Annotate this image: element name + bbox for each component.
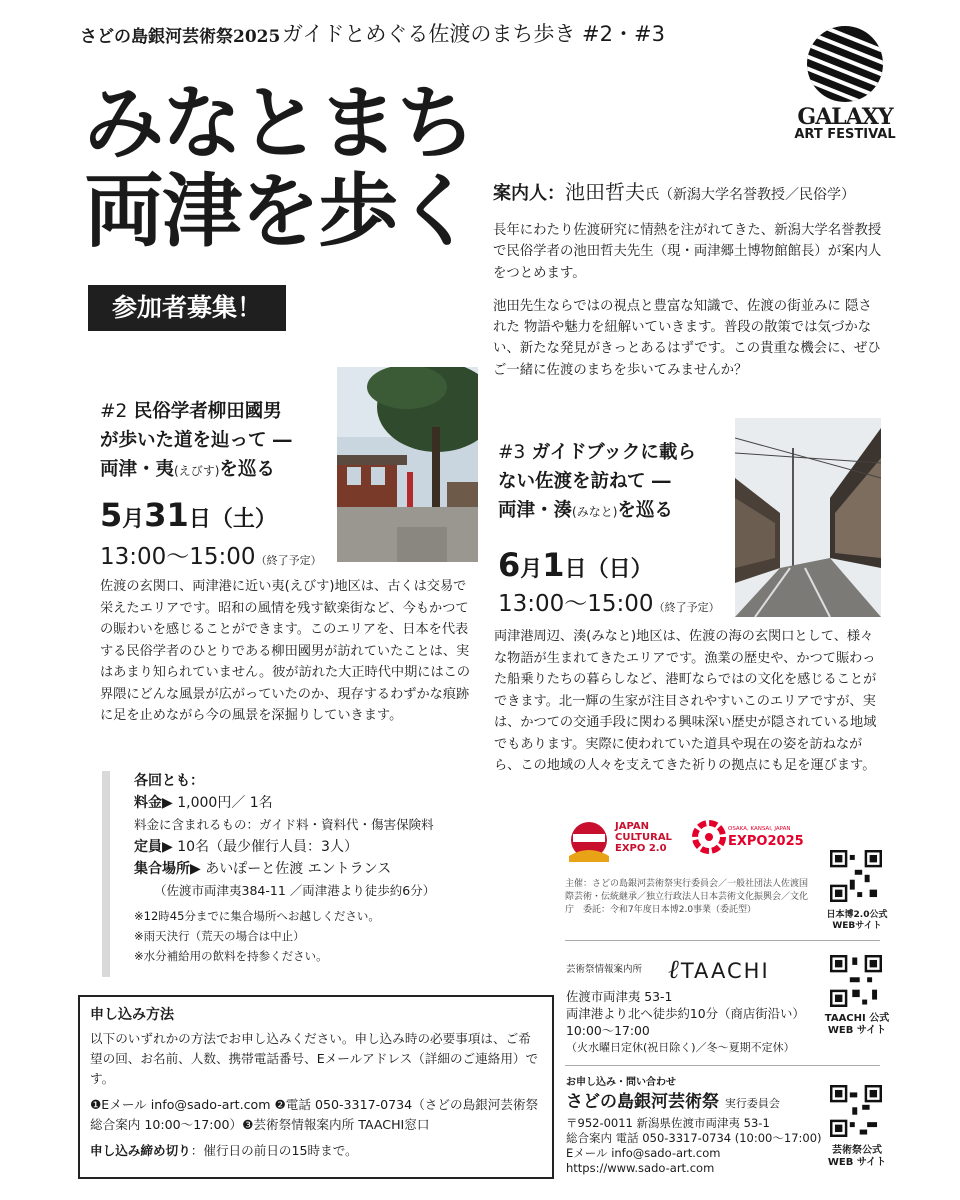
deadline-value: ：催行日の前日の15時まで。 (190, 1143, 358, 1158)
event2-time-note: （終了予定） (255, 554, 322, 567)
qr-festival-label: 芸術祭公式 WEB サイト (827, 1145, 887, 1168)
event3-time-note: （終了予定） (653, 601, 720, 614)
event3-num: #3 (498, 442, 526, 463)
common-info (134, 770, 514, 966)
fee-value: 1,000円／ 1名 (177, 795, 273, 811)
qr-code-icon (830, 850, 882, 902)
guide-intro-p2: 池田先生ならではの視点と豊富な知識で、佐渡の街並みに 隠された 物語や魅力を紐解いていきます。普段の散策では気づかない、新たな発見がきっとあるはずです。この貴重な機会に、ぜひご一緒に佐渡のまちを歩いてみませんか？ (493, 298, 881, 378)
fee-includes: 料金に含まれるもの：ガイド料・資料代・傷害保険料 (134, 817, 434, 832)
event3-description: 両津港周辺、湊(みなと)地区は、佐渡の海の玄関口として、様々な物語が生まれてきたエリアです。漁業の歴史や、かつて賑わった船乗りたちの暮らしなど、港町ならではの文化を感じることができます。北一輝の生家が注目されやすいこのエリアですが、実は、かつての交通手段に関わる興味深い歴史が隠されている地域でもあります。実際に使われていた道具や現在の姿を訪ねながら、この地域の人々を支えてきた祈りの拠点にも足を運びます。 (494, 629, 877, 773)
divider-1 (565, 940, 880, 941)
info-common-label: 各回とも： (134, 773, 204, 789)
taachi-info (566, 988, 821, 1056)
event2-day-unit: 日 (188, 507, 211, 532)
event2-title-b: が歩いた道を辿って ― (100, 430, 292, 451)
taachi-caption: 芸術祭情報案内所 (566, 964, 643, 975)
expo2025-logo (692, 818, 802, 868)
event3-ruby: (みなと) (572, 505, 618, 519)
event3-time (498, 585, 720, 618)
event3-title-a: ガイドブックに載ら (531, 442, 696, 463)
event2-time (100, 538, 322, 571)
qr-festival[interactable] (830, 1085, 882, 1141)
contact-org: さどの島銀河芸術祭 (566, 1092, 719, 1112)
qr-taachi-label: TAACHI 公式 WEB サイト (824, 1013, 890, 1036)
event2-title-a: 民俗学者柳田國男 (133, 401, 282, 422)
event2-day: 31 (144, 496, 189, 534)
qr-code-icon (830, 955, 882, 1007)
application-box (78, 995, 554, 1179)
guide-affiliation: （新潟大学名誉教授／民俗学） (659, 187, 855, 203)
guide-intro (493, 220, 883, 393)
guide-line (493, 176, 855, 205)
contact-url[interactable]: https://www.sado-art.com (566, 1161, 715, 1175)
event2-ruby: (えびす) (174, 464, 220, 478)
capacity-value: 10名（最少催行人員：3人） (177, 839, 358, 855)
recruit-badge: 参加者募集！ (88, 285, 286, 331)
event2-time-range: 13:00〜15:00 (100, 544, 256, 570)
note-2: ※雨天決行（荒天の場合は中止） (134, 929, 305, 943)
ebisu-street-photo (337, 367, 478, 562)
event3-title (498, 438, 728, 527)
organizer-credit: 主催：さどの島銀河芸術祭実行委員会／一般社団法人佐渡国際芸術・伝統継承／独立行政法人日本芸術文化振興会／文化庁 委託：令和7年度日本博2.0事業（委託型） (565, 879, 809, 915)
divider-2 (565, 1065, 880, 1066)
qr-code-icon (830, 1085, 882, 1137)
note-1: ※12時45分までに集合場所へお越しください。 (134, 909, 380, 923)
jce-line3: EXPO 2.0 (615, 843, 667, 854)
contact-email[interactable]: Eメール info@sado-art.com (566, 1146, 721, 1160)
qr-japan-expo[interactable] (830, 850, 882, 906)
capacity-label: 定員▶ (134, 839, 173, 855)
spiral-logo-icon (786, 20, 904, 106)
contact-org-sub: 実行委員会 (724, 1097, 780, 1110)
taachi-hours: 10:00〜17:00 (566, 1023, 650, 1038)
event2-month: 5 (100, 496, 123, 534)
info-accent-bar (102, 771, 110, 977)
event3-month-unit: 月 (520, 557, 543, 582)
taachi-access: 両津港より北へ徒歩約10分（商店街沿い） (566, 1006, 805, 1021)
event3-day-unit: 日 (564, 557, 587, 582)
event3-title-b: ない佐渡を訪ねて ― (498, 471, 671, 492)
taachi-logo: ℓTAACHI (668, 955, 770, 985)
expo-top: OSAKA, KANSAI, JAPAN (728, 826, 791, 832)
main-title-line2: 両津を歩く (84, 165, 474, 258)
fee-label: 料金▶ (134, 795, 173, 811)
meeting-address: （佐渡市両津夷384-11 ／両津港より徒歩約6分） (154, 883, 436, 898)
event2-month-unit: 月 (122, 507, 145, 532)
guide-series-title: ガイドとめぐる佐渡のまち歩き #2・#3 (282, 22, 665, 46)
logo-art-festival-text: ART FESTIVAL (794, 127, 896, 142)
apply-heading: 申し込み方法 (90, 1007, 174, 1023)
taachi-closed: （火水曜日定休(祝日除く)／冬〜夏期不定休） (566, 1041, 795, 1054)
event2-title-c: 両津・夷 (100, 459, 175, 480)
expo2025-icon (692, 820, 726, 854)
event2-date (100, 496, 277, 534)
event2-num: #2 (100, 401, 128, 422)
japan-cultural-expo-icon (565, 818, 613, 866)
galaxy-art-festival-logo (786, 20, 904, 152)
event3-title-c: 両津・湊 (498, 500, 573, 521)
contact-info (566, 1075, 826, 1176)
guide-name: 池田哲夫 (565, 180, 645, 204)
event2-weekday: （土） (210, 507, 277, 532)
apply-methods: ❶Eメール info@sado-art.com ❷電話 050-3317-0734（さどの島銀河芸術祭総合案内 10:00〜17:00）❸芸術祭情報案内所 TAACHI窓口 (90, 1097, 539, 1132)
expo-name: EXPO2025 (728, 834, 804, 849)
festival-name: さどの島銀河芸術祭2025 (80, 27, 281, 47)
event3-date (498, 546, 653, 584)
contact-phone: 総合案内 電話 050-3317-0734 (10:00〜17:00) (566, 1131, 822, 1145)
taachi-address: 佐渡市両津夷 53-1 (566, 989, 673, 1004)
main-title-line1: みなとまち (84, 77, 474, 170)
jce-line1: JAPAN (615, 821, 649, 832)
logo-galaxy-text: GALAXY (797, 104, 893, 130)
apply-body: 以下のいずれかの方法でお申し込みください。申し込み時の必要事項は、ご希望の回、お名前、人数、携帯電話番号、Eメールアドレス（詳細のご連絡用）です。 (90, 1031, 539, 1086)
deadline-label: 申し込み締め切り (90, 1143, 191, 1158)
event3-title-c-end: を巡る (617, 500, 673, 521)
event3-weekday: （日） (586, 557, 653, 582)
japan-cultural-expo-logo (565, 818, 685, 868)
qr-japan-expo-label: 日本博2.0公式WEBサイト (826, 910, 888, 931)
note-3: ※水分補給用の飲料を持参ください。 (134, 949, 328, 963)
event3-day: 1 (542, 546, 565, 584)
event3-month: 6 (498, 546, 521, 584)
meeting-label: 集合場所▶ (134, 861, 201, 877)
qr-taachi[interactable] (830, 955, 882, 1011)
guide-honorific: 氏 (645, 187, 659, 203)
meeting-value: あいぽーと佐渡 エントランス (205, 861, 392, 877)
event2-title-c-end: を巡る (219, 459, 275, 480)
guide-intro-p1: 長年にわたり佐渡研究に情熱を注がれてきた、新潟大学名誉教授で民俗学者の池田哲夫先生（現・両津郷土博物館館長）が案内人をつとめます。 (493, 223, 882, 281)
event3-time-range: 13:00〜15:00 (498, 591, 654, 617)
minato-street-photo (735, 418, 881, 617)
taachi-logo-text: TAACHI (680, 959, 770, 983)
contact-caption: お申し込み・問い合わせ (566, 1077, 676, 1088)
guide-label: 案内人： (493, 183, 565, 204)
jce-line2: CULTURAL (615, 832, 672, 843)
event2-title (100, 397, 340, 486)
contact-postal: 〒952-0011 新潟県佐渡市両津夷 53-1 (566, 1116, 770, 1130)
event2-description: 佐渡の玄関口、両津港に近い夷(えびす)地区は、古くは交易で栄えたエリアです。昭和の風情を残す歓楽街など、今もかつての賑わいを感じることができます。このエリアを、日本を代表する民俗学者のひとりである柳田國男が訪れていたことは、実はあまり知られていません。彼が訪れた大正時代中期にはこの界隈にどんな風景が広がっていたのか、現存するわずかな痕跡に足を止めながら今の風景を深掘りしていきます。 (100, 579, 471, 723)
